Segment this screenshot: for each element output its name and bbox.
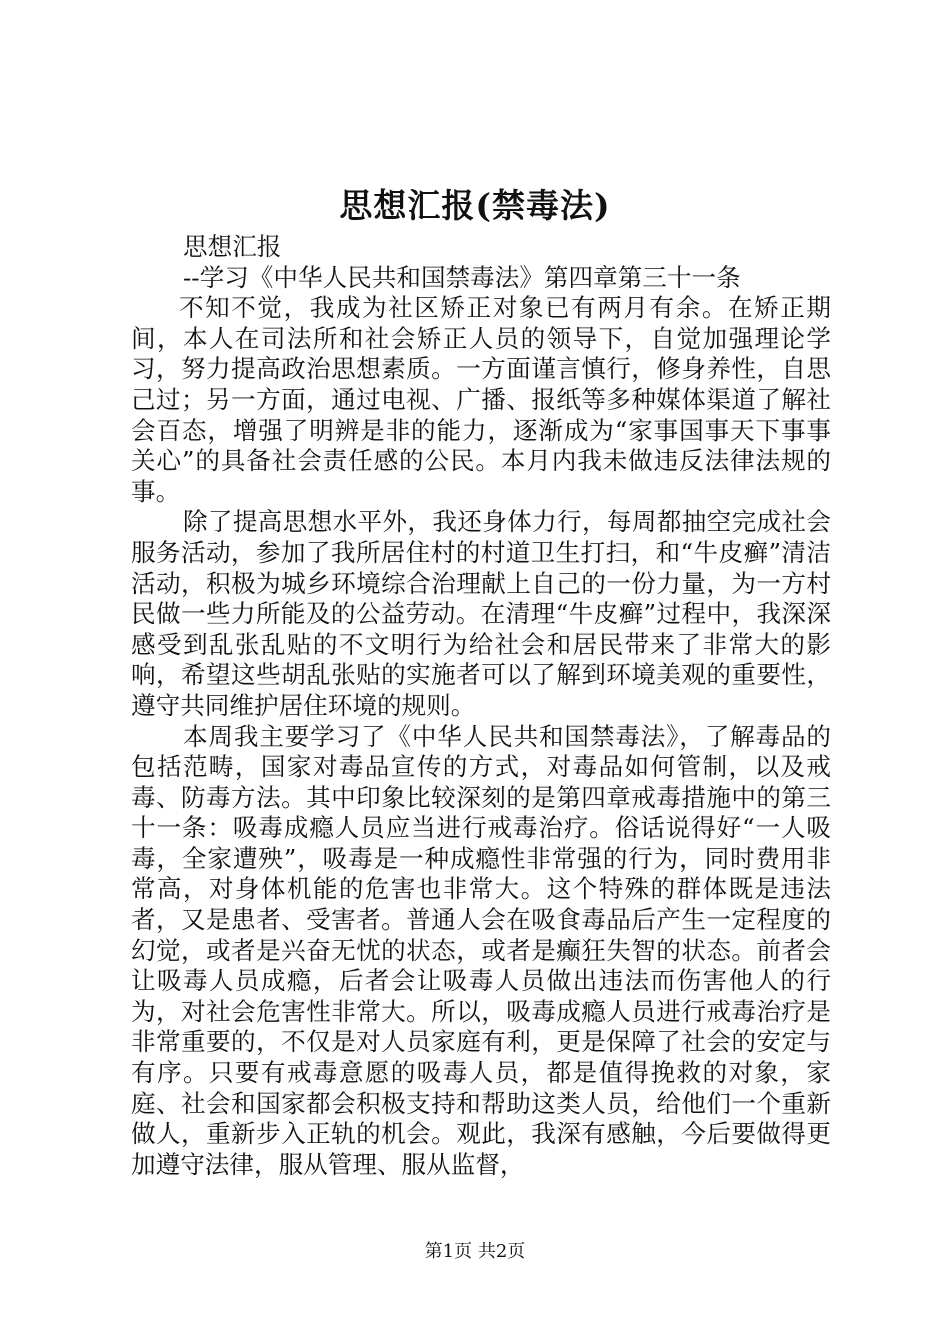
subtitle-line: --学习《中华人民共和国禁毒法》第四章第三十一条 xyxy=(183,262,741,292)
page-footer: 第1页 共2页 xyxy=(424,1241,526,1262)
document-body xyxy=(131,232,831,1180)
paragraph-2: 除了提高思想水平外，我还身体力行，每周都抽空完成社会服务活动，参加了我所居住村的村道卫生打扫，和“牛皮癣”清洁活动，积极为城乡环境综合治理献上自己的一份力量，为一方村民做一些力所能及的公益劳动。在清理“牛皮癣”过程中，我深深感受到乱张乱贴的不文明行为给社会和居民带来了非常大的影响，希望这些胡乱张贴的实施者可以了解到环境美观的重要性，遵守共同维护居住环境的规则。 xyxy=(131,507,831,720)
paragraph-1: 不知不觉，我成为社区矫正对象已有两月有余。在矫正期间，本人在司法所和社会矫正人员的领导下，自觉加强理论学习，努力提高政治思想素质。一方面谨言慎行，修身养性，自思己过；另一方面，通过电视、广播、报纸等多种媒体渠道了解社会百态，增强了明辨是非的能力，逐渐成为“家事国事天下事事关心”的具备社会责任感的公民。本月内我未做违反法律法规的事。 xyxy=(131,293,831,506)
heading-line: 思想汇报 xyxy=(183,232,282,261)
document-title: 思想汇报(禁毒法) xyxy=(339,186,611,225)
paragraph-3: 本周我主要学习了《中华人民共和国禁毒法》，了解毒品的包括范畴，国家对毒品宣传的方式，对毒品如何管制，以及戒毒、防毒方法。其中印象比较深刻的是第四章戒毒措施中的第三十一条：吸毒成瘾人员应当进行戒毒治疗。俗话说得好“一人吸毒，全家遭殃”，吸毒是一种成瘾性非常强的行为，同时费用非常高，对身体机能的危害也非常大。这个特殊的群体既是违法者，又是患者、受害者。普通人会在吸食毒品后产生一定程度的幻觉，或者是兴奋无忧的状态，或者是癫狂失智的状态。前者会让吸毒人员成瘾，后者会让吸毒人员做出违法而伤害他人的行为，对社会危害性非常大。所以，吸毒成瘾人员进行戒毒治疗是非常重要的，不仅是对人员家庭有利，更是保障了社会的安定与有序。只要有戒毒意愿的吸毒人员，都是值得挽救的对象，家庭、社会和国家都会积极支持和帮助这类人员，给他们一个重新做人，重新步入正轨的机会。观此，我深有感触，今后要做得更加遵守法律，服从管理、服从监督， xyxy=(131,721,831,1179)
